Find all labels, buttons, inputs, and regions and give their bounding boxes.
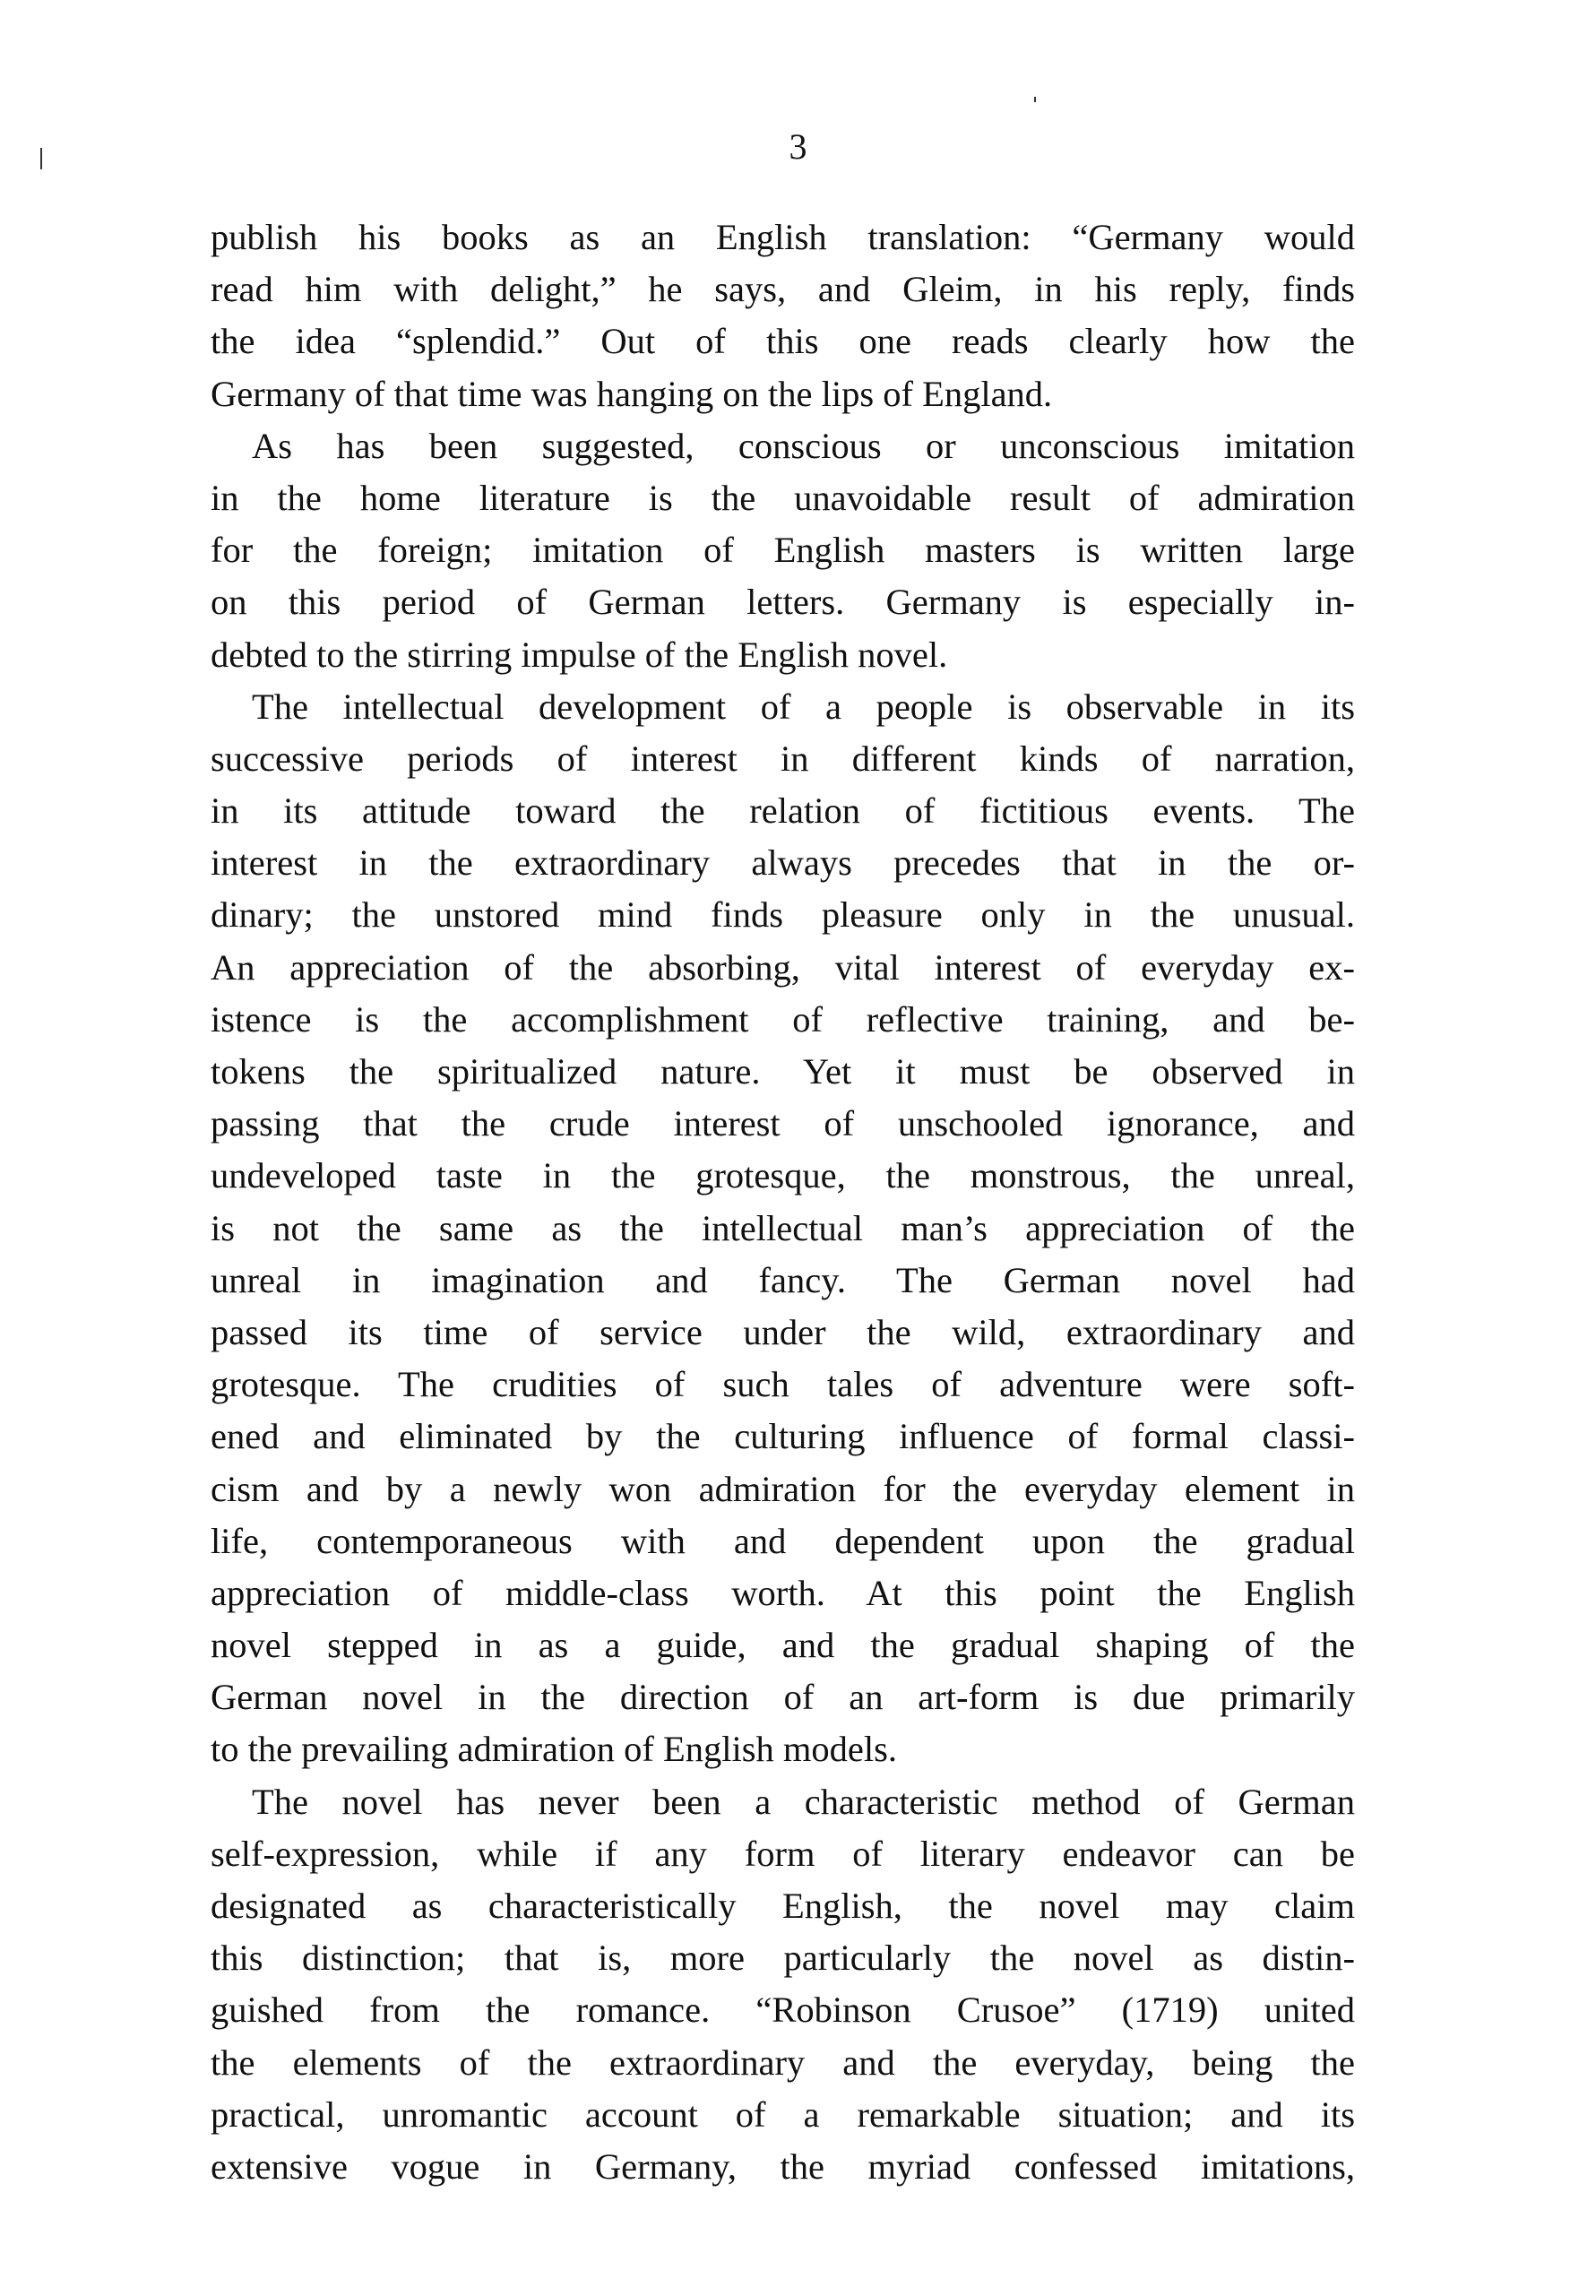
text-line: passed its time of service under the wild, extraordinary and bbox=[211, 1311, 1355, 1352]
text-line: is not the same as the intellectual man’s appreciation of the bbox=[211, 1207, 1355, 1248]
text-line: in its attitude toward the relation of fictitious events. The bbox=[211, 790, 1355, 832]
text-line: in the home literature is the unavoidable result of admiration bbox=[211, 477, 1355, 518]
text-line: interest in the extraordinary always precedes that in the or- bbox=[211, 842, 1355, 884]
text-line: designated as characteristically English, the novel may claim bbox=[211, 1886, 1355, 1926]
text-line: As has been suggested, conscious or unconscious imitation bbox=[252, 425, 1355, 466]
text-line: debted to the stirring impulse of the English novel. bbox=[211, 634, 948, 675]
text-line: istence is the accomplishment of reflective training, and be- bbox=[211, 998, 1355, 1040]
text-line: Germany of that time was hanging on the lips of England. bbox=[211, 373, 1053, 414]
text-line: tokens the spiritualized nature. Yet it must be observed in bbox=[211, 1051, 1355, 1092]
scan-artifact bbox=[1034, 97, 1036, 102]
text-line: ened and eliminated by the culturing influence of formal classi- bbox=[211, 1416, 1355, 1457]
paragraph bbox=[211, 420, 1355, 681]
paragraph bbox=[211, 211, 1355, 420]
text-line: life, contemporaneous with and dependent upon the gradual bbox=[211, 1520, 1355, 1561]
text-line: German novel in the direction of an art-form is due primarily bbox=[211, 1677, 1355, 1718]
text-line: grotesque. The crudities of such tales of adventure were soft- bbox=[211, 1364, 1355, 1405]
text-line: this distinction; that is, more particularly the novel as distin- bbox=[211, 1938, 1355, 1979]
text-line: the idea “splendid.” Out of this one reads clearly how the bbox=[211, 321, 1355, 362]
text-line: appreciation of middle-class worth. At this point the English bbox=[211, 1572, 1355, 1613]
paragraph bbox=[211, 681, 1355, 1776]
text-line: to the prevailing admiration of English models. bbox=[211, 1729, 897, 1770]
text-line: on this period of German letters. Germany is especially in- bbox=[211, 582, 1355, 623]
text-line: cism and by a newly won admiration for the everyday element in bbox=[211, 1468, 1355, 1509]
text-line: read him with delight,” he says, and Gleim, in his reply, finds bbox=[211, 269, 1355, 310]
paragraph bbox=[211, 1776, 1355, 2194]
text-line: passing that the crude interest of unschooled ignorance, and bbox=[211, 1103, 1355, 1144]
text-line: extensive vogue in Germany, the myriad confessed imitations, bbox=[211, 2145, 1355, 2187]
page-number: 3 bbox=[789, 126, 807, 167]
text-line: publish his books as an English translation: “Germany would bbox=[211, 217, 1355, 257]
text-line: The intellectual development of a people is observable in its bbox=[252, 686, 1355, 727]
text-line: An appreciation of the absorbing, vital interest of everyday ex- bbox=[211, 946, 1355, 988]
text-line: practical, unromantic account of a remarkable situation; and its bbox=[211, 2093, 1355, 2135]
text-line: for the foreign; imitation of English masters is written large bbox=[211, 530, 1355, 571]
text-line: dinary; the unstored mind finds pleasure only in the unusual. bbox=[211, 894, 1355, 936]
text-line: guished from the romance. “Robinson Crusoe” (1719) united bbox=[211, 1990, 1355, 2031]
text-line: undeveloped taste in the grotesque, the monstrous, the unreal, bbox=[211, 1155, 1355, 1196]
text-line: the elements of the extraordinary and the everyday, being the bbox=[211, 2041, 1355, 2083]
body-text bbox=[211, 211, 1355, 2193]
text-line: The novel has never been a characteristic method of German bbox=[252, 1781, 1355, 1822]
text-line: self-expression, while if any form of literary endeavor can be bbox=[211, 1833, 1355, 1874]
text-line: novel stepped in as a guide, and the gradual shaping of the bbox=[211, 1625, 1355, 1666]
scan-artifact bbox=[40, 148, 42, 169]
text-line: successive periods of interest in different kinds of narration, bbox=[211, 738, 1355, 779]
text-line: unreal in imagination and fancy. The German novel had bbox=[211, 1259, 1355, 1300]
